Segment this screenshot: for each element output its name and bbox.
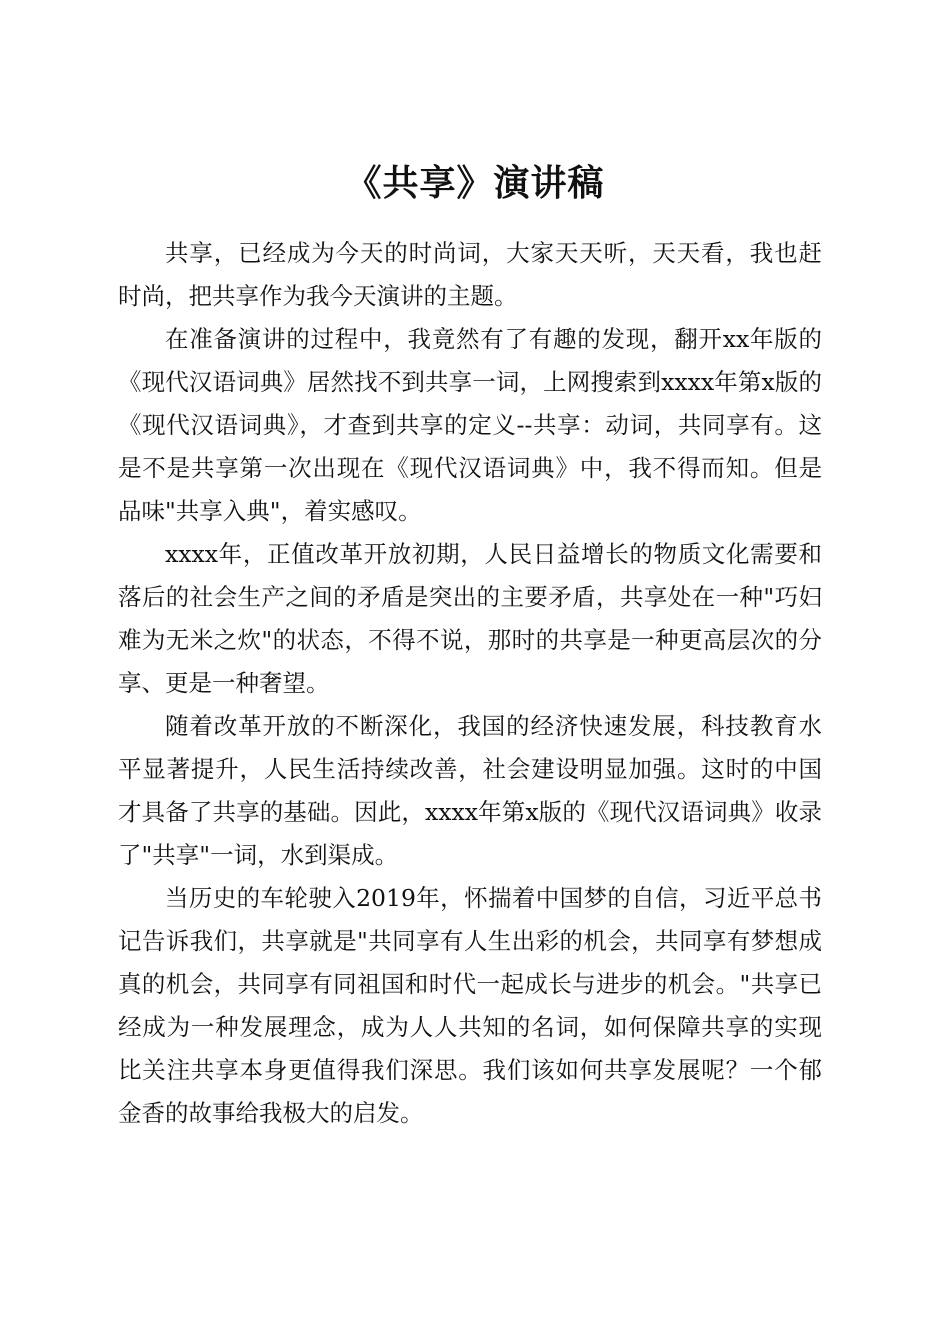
paragraph: 当历史的车轮驶入2019年，怀揣着中国梦的自信，习近平总书记告诉我们，共享就是"共同享有人生出彩的机会，共同享有梦想成真的机会，共同享有同祖国和时代一起成长与进步的机会。"共享已经成为一种发展理念，成为人人共知的名词，如何保障共享的实现比关注共享本身更值得我们深思。我们该如何共享发展呢？一个郁金香的故事给我极大的启发。 (118, 884, 822, 1127)
paragraph: 在准备演讲的过程中，我竟然有了有趣的发现，翻开xx年版的《现代汉语词典》居然找不到共享一词，上网搜索到xxxx年第x版的《现代汉语词典》，才查到共享的定义--共享：动词，共同享有。这是不是共享第一次出现在《现代汉语词典》中，我不得而知。但是品味"共享入典"，着实感叹。 (118, 325, 822, 525)
document-body (118, 232, 822, 1135)
document-title: 《共享》演讲稿 (345, 163, 605, 205)
paragraph: xxxx年，正值改革开放初期，人民日益增长的物质文化需要和落后的社会生产之间的矛盾是突出的主要矛盾，共享处在一种"巧妇难为无米之炊"的状态，不得不说，那时的共享是一种更高层次的分享、更是一种奢望。 (118, 540, 822, 697)
paragraph: 共享，已经成为今天的时尚词，大家天天听，天天看，我也赶时尚，把共享作为我今天演讲的主题。 (118, 239, 822, 310)
paragraph: 随着改革开放的不断深化，我国的经济快速发展，科技教育水平显著提升，人民生活持续改善，社会建设明显加强。这时的中国才具备了共享的基础。因此，xxxx年第x版的《现代汉语词典》收录了"共享"一词，水到渠成。 (118, 712, 822, 869)
